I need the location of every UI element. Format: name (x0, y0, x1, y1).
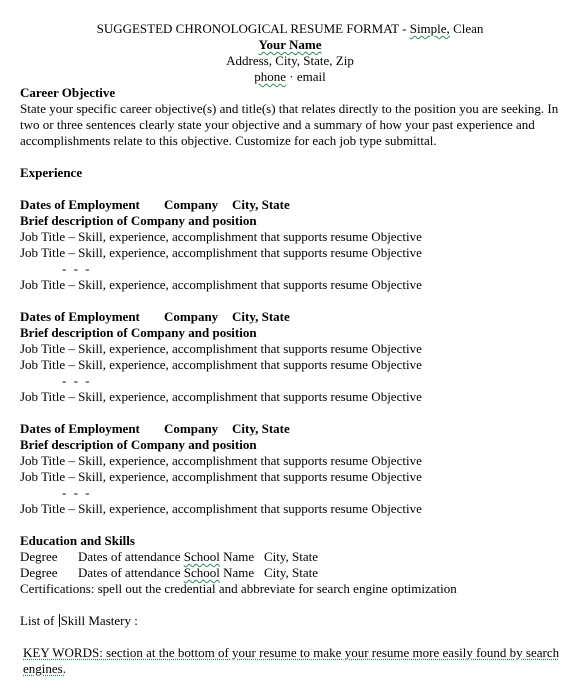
company-description: Brief description of Company and position (20, 437, 257, 452)
ellipsis-dashes: - - - (62, 261, 92, 276)
contact-separator: · (286, 69, 297, 84)
employment-header: Dates of Employment Company City, State (20, 421, 290, 436)
contact-email: email (296, 69, 326, 84)
job-line: Job Title – Skill, experience, accomplishment that supports resume Objective (20, 453, 422, 468)
title-simple: Simple, (409, 21, 450, 36)
title-sep: - (398, 21, 410, 36)
employment-header: Dates of Employment Company City, State (20, 197, 290, 212)
resume-page (20, 21, 560, 677)
education-row: Degree Dates of attendance School Name City, State (20, 549, 318, 564)
job-line: Job Title – Skill, experience, accomplishment that supports resume Objective (20, 229, 422, 244)
candidate-contact (20, 69, 560, 85)
job-line: Job Title – Skill, experience, accomplishment that supports resume Objective (20, 389, 422, 404)
company-description: Brief description of Company and position (20, 213, 257, 228)
candidate-name: Your Name (258, 37, 322, 52)
objective-heading: Career Objective (20, 85, 116, 100)
education-row: Degree Dates of attendance School Name City, State (20, 565, 318, 580)
company-description: Brief description of Company and position (20, 325, 257, 340)
skill-mastery-line[interactable]: List of Skill Mastery : (20, 613, 138, 628)
experience-block (20, 309, 560, 405)
keywords-note: KEY WORDS: section at the bottom of your resume to make your resume more easily found by search engines. (23, 645, 560, 676)
ellipsis-dashes: - - - (62, 485, 92, 500)
job-line: Job Title – Skill, experience, accomplishment that supports resume Objective (20, 245, 422, 260)
text-cursor (59, 614, 60, 627)
certifications-line: Certifications: spell out the credential and abbreviate for search engine optimization (20, 581, 457, 596)
title-main: SUGGESTED CHRONOLOGICAL RESUME FORMAT (96, 21, 399, 36)
job-line: Job Title – Skill, experience, accomplishment that supports resume Objective (20, 357, 422, 372)
experience-block (20, 197, 560, 293)
job-line: Job Title – Skill, experience, accomplishment that supports resume Objective (20, 341, 422, 356)
job-line: Job Title – Skill, experience, accomplishment that supports resume Objective (20, 277, 422, 292)
candidate-address: Address, City, State, Zip (226, 53, 354, 68)
job-line: Job Title – Skill, experience, accomplishment that supports resume Objective (20, 469, 422, 484)
ellipsis-dashes: - - - (62, 373, 92, 388)
education-heading: Education and Skills (20, 533, 135, 548)
title-clean: Clean (449, 21, 484, 36)
experience-heading: Experience (20, 165, 83, 180)
resume-title (20, 21, 560, 37)
job-line: Job Title – Skill, experience, accomplishment that supports resume Objective (20, 501, 422, 516)
contact-phone: phone (254, 69, 287, 84)
employment-header: Dates of Employment Company City, State (20, 309, 290, 324)
objective-body: State your specific career objective(s) and title(s) that relates directly to the position you are seeking. In two or three sentences clearly state your objective and a summary of how your past experience and accomplishments relate to this objective. Customize for each job type submittal. (20, 101, 559, 148)
experience-block (20, 421, 560, 517)
